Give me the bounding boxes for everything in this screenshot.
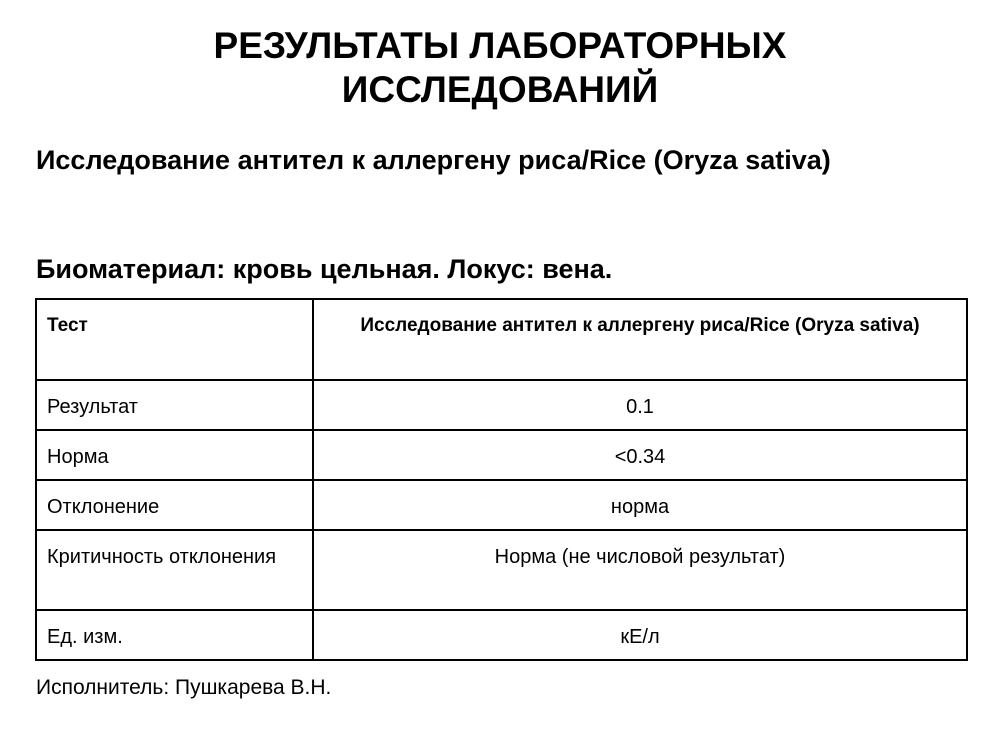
header-test-name: Исследование антител к аллергену риса/Rice (Oryza sativa) xyxy=(313,299,967,380)
table-row-deviation xyxy=(36,480,967,530)
row-label-norm: Норма xyxy=(36,430,313,480)
study-name: Исследование антител к аллергену риса/Rice (Oryza sativa) xyxy=(36,145,831,175)
table-row-unit xyxy=(36,610,967,660)
row-label-result: Результат xyxy=(36,380,313,430)
document-title: РЕЗУЛЬТАТЫ ЛАБОРАТОРНЫХ ИССЛЕДОВАНИЙ xyxy=(213,25,787,110)
table-row-norm xyxy=(36,430,967,480)
table-header-row xyxy=(36,299,967,380)
row-value-result: 0.1 xyxy=(313,380,967,430)
executor-line: Исполнитель: Пушкарева В.Н. xyxy=(36,676,332,699)
results-table xyxy=(35,298,968,661)
biomaterial-info: Биоматериал: кровь цельная. Локус: вена. xyxy=(36,254,613,284)
row-value-criticality: Норма (не числовой результат) xyxy=(313,530,967,610)
row-label-criticality: Критичность отклонения xyxy=(36,530,313,610)
header-test-label: Тест xyxy=(36,299,313,380)
table-row-result xyxy=(36,380,967,430)
table-row-criticality xyxy=(36,530,967,610)
row-label-unit: Ед. изм. xyxy=(36,610,313,660)
row-value-deviation: норма xyxy=(313,480,967,530)
row-label-deviation: Отклонение xyxy=(36,480,313,530)
row-value-unit: кЕ/л xyxy=(313,610,967,660)
row-value-norm: <0.34 xyxy=(313,430,967,480)
